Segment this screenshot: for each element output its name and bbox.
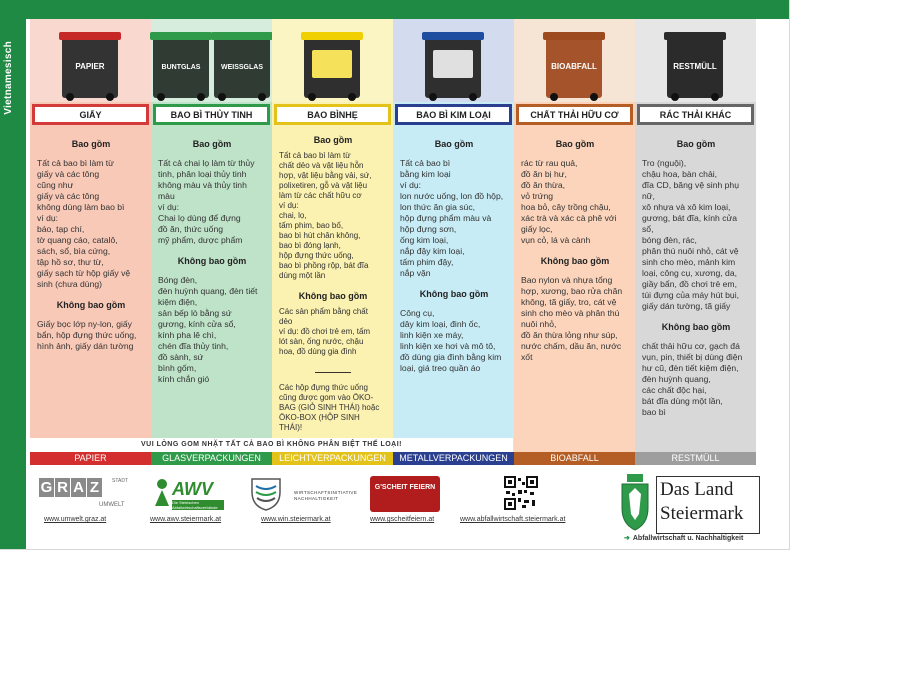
list-item: chất dẻo và vật liệu hỗn — [279, 161, 364, 170]
list-item: túi đựng của máy hút bụi, — [642, 290, 739, 300]
list-item: nắp đậy kim loại, — [400, 246, 465, 256]
section-title: Bao gồm — [434, 139, 474, 149]
bin-area-papier — [30, 19, 151, 102]
list-item: hư cũ, đèn tiết kiệm điện, — [642, 363, 739, 373]
list-item: làm từ các chất hữu cơ — [279, 191, 362, 200]
awv-figure-icon — [152, 478, 172, 508]
list-item: chai, lọ, — [279, 211, 307, 220]
list-item: Tất cả bao bì — [400, 158, 451, 168]
list-item: báo, tạp chí, — [37, 224, 85, 234]
graz-stadt-label: STADT — [112, 478, 129, 484]
list-item: Tất cả bao bì làm từ — [37, 158, 114, 168]
list-item: nước chấm, dầu ăn, nước — [521, 341, 622, 351]
list-item: BAG (GIỎ SINH THÁI) hoặc — [279, 403, 380, 412]
footer-label-leicht: LEICHTVERPACKUNGEN — [272, 452, 393, 465]
awv-logo[interactable] — [152, 474, 227, 514]
list-item: Các sản phẩm bằng chất — [279, 307, 368, 316]
list-item: Chai lọ dùng để đựng — [158, 213, 241, 223]
land-line-1: Das Land — [660, 479, 734, 500]
section — [521, 256, 629, 363]
list-item: đèn huỳnh quang, — [642, 374, 711, 384]
column-rest — [635, 19, 756, 464]
waste-columns — [30, 19, 755, 464]
list-item: giấy sạch từ hộp giấy vệ — [37, 268, 131, 278]
list-item: giấy lọc, — [521, 224, 553, 234]
list-item: THÁI)! — [279, 423, 303, 432]
list-item: giấy và các tông — [37, 169, 100, 179]
list-item: ví dụ: — [400, 180, 422, 190]
bin-label: PAPIER — [75, 62, 105, 71]
list-item: tờ quang cáo, catalô, — [37, 235, 118, 245]
list-item: bẩn, hộp đựng thức uống, — [37, 330, 137, 340]
section — [279, 367, 387, 433]
bin-label: WEISSGLAS — [220, 64, 263, 71]
column-body-glas — [151, 125, 272, 464]
list-item: nắp vặn — [400, 268, 431, 278]
das-land-steiermark-logo[interactable] — [656, 476, 760, 534]
column-body-leicht — [272, 125, 393, 464]
list-item: bao bì đóng lạnh, — [279, 241, 341, 250]
section-title: Không bao gồm — [177, 256, 247, 266]
list-item: đĩa CD, băng vệ sinh phụ — [642, 180, 739, 190]
list-item: xốt — [521, 352, 533, 362]
graz-logo[interactable] — [39, 478, 129, 512]
graz-letter: R — [55, 478, 70, 497]
list-item: loại, công cụ, xương, da, — [642, 268, 737, 278]
list-item: Bóng đèn, — [158, 275, 198, 285]
graz-letter: G — [40, 479, 53, 496]
list-item: bóng đèn, rác, — [642, 235, 697, 245]
gscheit-feiern-text: G'SCHEIT FEIERN — [374, 484, 436, 491]
list-item: cũng được gom vào ÖKO- — [279, 393, 374, 402]
abfallwirtschaft-text: Abfallwirtschaft u. Nachhaltigkeit — [632, 535, 744, 542]
list-item: hoa bỏ, cây trồng chậu, — [521, 202, 611, 212]
section-title: ———— — [315, 367, 351, 377]
win-url-link[interactable]: www.win.steiermark.at — [261, 516, 331, 523]
section-title: Bao gồm — [313, 135, 353, 145]
list-item: sinh (chưa dùng) — [37, 279, 102, 289]
column-header-rest: RÁC THẢI KHÁC — [637, 104, 754, 125]
column-header-metall: BAO BÌ KIM LOẠI — [395, 104, 512, 125]
list-item: Tất cả bao bì làm từ — [279, 151, 351, 160]
shield-icon — [248, 476, 284, 512]
list-item: kiệm điện, — [158, 297, 198, 307]
list-item: dẻo — [279, 317, 293, 326]
bin-area-bio — [514, 19, 635, 102]
bin-label: BUNTGLAS — [161, 64, 201, 71]
list-item: Các hộp đựng thức uống — [279, 383, 368, 392]
list-item: đồ sành, sứ — [158, 352, 204, 362]
list-item: ví dụ: đồ chơi trẻ em, tấm — [279, 327, 371, 336]
list-item: giấy và các tông — [37, 191, 100, 201]
list-item: cũng như — [37, 180, 74, 190]
list-item: kính pha lê chì, — [158, 330, 217, 340]
gscheit-feiern-logo[interactable] — [370, 476, 440, 512]
list-item: nuôi nhỏ, — [521, 319, 557, 329]
column-header-leicht: BAO BÌNHẸ — [274, 104, 391, 125]
list-item: loại, giá treo quần áo — [400, 363, 481, 373]
list-item: xác trà và xác cà phê với — [521, 213, 617, 223]
list-item: sinh cho mèo và phân thú — [521, 308, 620, 318]
bin-label: RESTMÜLL — [673, 62, 717, 71]
list-item: giấy dán tường, tã giấy — [642, 301, 731, 311]
list-item: lót sàn, ống nước, chậu — [279, 337, 364, 346]
list-item: dây kim loại, đinh ốc, — [400, 319, 481, 329]
list-item: đồ ăn, thức uống — [158, 224, 224, 234]
list-item: hoa, đồ dùng gia đình — [279, 347, 357, 356]
list-item: các chất độc hại, — [642, 385, 707, 395]
list-item: linh kiện xe hơi và mô tô, — [400, 341, 496, 351]
footer-label-papier: PAPIER — [30, 452, 151, 465]
list-item: bình gốm, — [158, 363, 197, 373]
win-text: WIRTSCHAFTSINITIATIVE NACHHALTIGKEIT — [294, 490, 358, 501]
waste-bin-icon — [304, 32, 360, 98]
list-item: không màu và thủy tinh — [158, 180, 247, 190]
graz-letter: Z — [87, 478, 102, 497]
list-item: bằng kim loại — [400, 169, 451, 179]
list-item: Bao nylon và nhựa tổng — [521, 275, 613, 285]
section — [158, 139, 266, 246]
section — [279, 291, 387, 357]
list-item: hộp đựng thức uống, — [279, 251, 354, 260]
steiermark-coat-of-arms — [620, 474, 650, 532]
section — [521, 139, 629, 246]
section-title: Không bao gồm — [298, 291, 368, 301]
section-title: Không bao gồm — [56, 300, 126, 310]
qr-code-icon — [504, 476, 538, 510]
section — [158, 256, 266, 385]
abfallwirtschaft-caption — [624, 534, 743, 542]
list-item: sinh cho mèo, mảnh kim — [642, 257, 736, 267]
german-category-footer — [30, 452, 755, 465]
partner-logos — [30, 470, 790, 550]
column-body-metall — [393, 125, 514, 464]
waste-bin-icon — [214, 32, 270, 98]
list-item: tập hồ sơ, thư từ, — [37, 257, 104, 267]
waste-bin-icon — [546, 32, 602, 98]
qr-code[interactable] — [504, 476, 538, 510]
column-papier — [30, 19, 151, 464]
list-item: không, tã giấy, tro, cát vệ — [521, 297, 617, 307]
list-item: vụn cỏ, lá và cành — [521, 235, 591, 245]
section-title: Bao gồm — [676, 139, 716, 149]
language-label: Vietnamesisch — [3, 41, 14, 115]
list-item: hộp đựng sơn, — [400, 224, 457, 234]
list-item: gương, kính cửa sổ, — [158, 319, 236, 329]
graz-url-link[interactable]: www.umwelt.graz.at — [44, 516, 107, 523]
list-item: hình ảnh, giấy dán tường — [37, 341, 134, 351]
column-metall — [393, 19, 514, 464]
section — [279, 135, 387, 281]
list-item: phân thú nuôi nhỏ, cát vệ — [642, 246, 739, 256]
list-item: mỹ phẩm, dược phẩm — [158, 235, 243, 245]
column-glas — [151, 19, 272, 464]
list-item: tấm phim đậy, — [400, 257, 454, 267]
graz-umwelt-label: UMWELT — [99, 502, 125, 508]
list-item: xô nhựa và xô kim loại, — [642, 202, 731, 212]
section-title: Bao gồm — [71, 139, 111, 149]
list-item: gương, bát đĩa, kính cửa — [642, 213, 738, 223]
list-item: đèn huỳnh quang, đèn tiết — [158, 286, 258, 296]
list-item: hợp, vật liệu bằng vải, sứ, — [279, 171, 372, 180]
collect-all-note: VUI LÒNG GOM NHẶT TẤT CẢ BAO BÌ KHÔNG PHÂN BIỆT THẾ LOẠI! — [30, 438, 513, 452]
list-item: ví dụ: — [37, 213, 59, 223]
list-item: sản bếp lò bằng sứ — [158, 308, 232, 318]
list-item: vỏ trứng — [521, 191, 554, 201]
footer-label-metall: METALLVERPACKUNGEN — [393, 452, 514, 465]
list-item: không dùng làm bao bì — [37, 202, 125, 212]
list-item: bao bì hút chân không, — [279, 231, 361, 240]
list-item: ví dụ: — [279, 201, 299, 210]
waste-bin-icon — [153, 32, 209, 98]
list-item: Tro (nguội), — [642, 158, 687, 168]
section-title: Không bao gồm — [661, 322, 731, 332]
list-item: lon nước uống, lon đồ hộp, — [400, 191, 504, 201]
list-item: dùng một lần — [279, 271, 326, 280]
arrow-right-icon: ➔ — [624, 535, 630, 542]
footer-label-rest: RESTMÜLL — [635, 452, 756, 465]
list-item: ÖKO-BOX (HỘP SINH — [279, 413, 360, 422]
list-item: kính chắn gió — [158, 374, 210, 384]
list-item: rác từ rau quả, — [521, 158, 578, 168]
list-item: bao bì — [642, 407, 666, 417]
column-body-bio — [514, 125, 635, 464]
list-item: Công cụ, — [400, 308, 435, 318]
list-item: linh kiện xe máy, — [400, 330, 464, 340]
list-item: sổ, — [642, 224, 654, 234]
section — [37, 139, 145, 290]
list-item: hộp đựng phẩm màu và — [400, 213, 492, 223]
list-item: chậu hoa, bàn chải, — [642, 169, 718, 179]
list-item: polixetiren, gỗ và vật liệu — [279, 181, 368, 190]
awv-subtitle: Die Steirischen Abfallwirtschaftsverbände — [172, 500, 224, 510]
list-item: bát đĩa dùng một lần, — [642, 396, 723, 406]
list-item: Tất cả chai lọ làm từ thủy — [158, 158, 255, 168]
bin-area-metall — [393, 19, 514, 102]
section-title: Bao gồm — [192, 139, 232, 149]
section — [400, 139, 508, 279]
list-item: lon thức ăn gia súc, — [400, 202, 476, 212]
footer-label-bio: BIOABFALL — [514, 452, 635, 465]
bin-label: BIOABFALL — [551, 62, 597, 71]
list-item: giầy bẩn, đồ chơi trẻ em, — [642, 279, 737, 289]
section — [400, 289, 508, 374]
list-item: nữ, — [642, 191, 655, 201]
list-item: tấm phim, bao bố, — [279, 221, 344, 230]
section-title: Không bao gồm — [419, 289, 489, 299]
gscheit-url-link[interactable]: www.gscheitfeiern.at — [370, 516, 435, 523]
awv-url-link[interactable]: www.awv.steiermark.at — [150, 516, 222, 523]
column-header-glas: BAO BÌ THỦY TINH — [153, 104, 270, 125]
coat-of-arms-icon — [620, 474, 650, 532]
column-body-papier — [30, 125, 151, 464]
waste-bin-icon — [62, 32, 118, 98]
column-leicht — [272, 19, 393, 464]
abfallwirtschaft-url-link[interactable]: www.abfallwirtschaft.steiermark.at — [460, 516, 566, 523]
bin-area-rest — [635, 19, 756, 102]
footer-label-glas: GLASVERPACKUNGEN — [151, 452, 272, 465]
list-item: hợp, xương, bao rửa chăn — [521, 286, 623, 296]
list-item: ống kim loại, — [400, 235, 449, 245]
list-item: sách, sổ, bìa cứng, — [37, 246, 111, 256]
list-item: tinh, phân loại thủy tinh — [158, 169, 247, 179]
column-header-papier: GIẤY — [32, 104, 149, 125]
list-item: đồ ăn thừa lỏng như súp, — [521, 330, 618, 340]
top-green-bar — [0, 0, 790, 19]
bin-area-glas — [151, 19, 272, 102]
list-item: ví dụ: — [158, 202, 180, 212]
column-header-bio: CHẤT THẢI HỮU CƠ — [516, 104, 633, 125]
section — [642, 139, 750, 312]
graz-letter: A — [71, 478, 86, 497]
awv-wordmark: AWV — [172, 479, 214, 499]
land-line-2: Steiermark — [660, 503, 744, 524]
list-item: màu — [158, 191, 175, 201]
column-body-rest — [635, 125, 756, 464]
column-bio — [514, 19, 635, 464]
list-item: chén đĩa thủy tinh, — [158, 341, 229, 351]
language-sidebar — [0, 19, 26, 550]
list-item: vụn, pin, thiết bị dùng điện — [642, 352, 743, 362]
win-logo[interactable] — [242, 474, 358, 514]
list-item: đồ ăn thừa, — [521, 180, 565, 190]
section — [37, 300, 145, 352]
list-item: đồ ăn bị hư, — [521, 169, 567, 179]
section — [642, 322, 750, 418]
waste-bin-icon — [425, 32, 481, 98]
waste-bin-icon — [667, 32, 723, 98]
list-item: chất thải hữu cơ, gạch đá — [642, 341, 740, 351]
section-title: Bao gồm — [555, 139, 595, 149]
section-title: Không bao gồm — [540, 256, 610, 266]
list-item: Giấy bọc lớp ny-lon, giấy — [37, 319, 132, 329]
list-item: đồ dùng gia đình bằng kim — [400, 352, 502, 362]
list-item: bao bì phồng rộp, bát đĩa — [279, 261, 369, 270]
bin-area-leicht — [272, 19, 393, 102]
